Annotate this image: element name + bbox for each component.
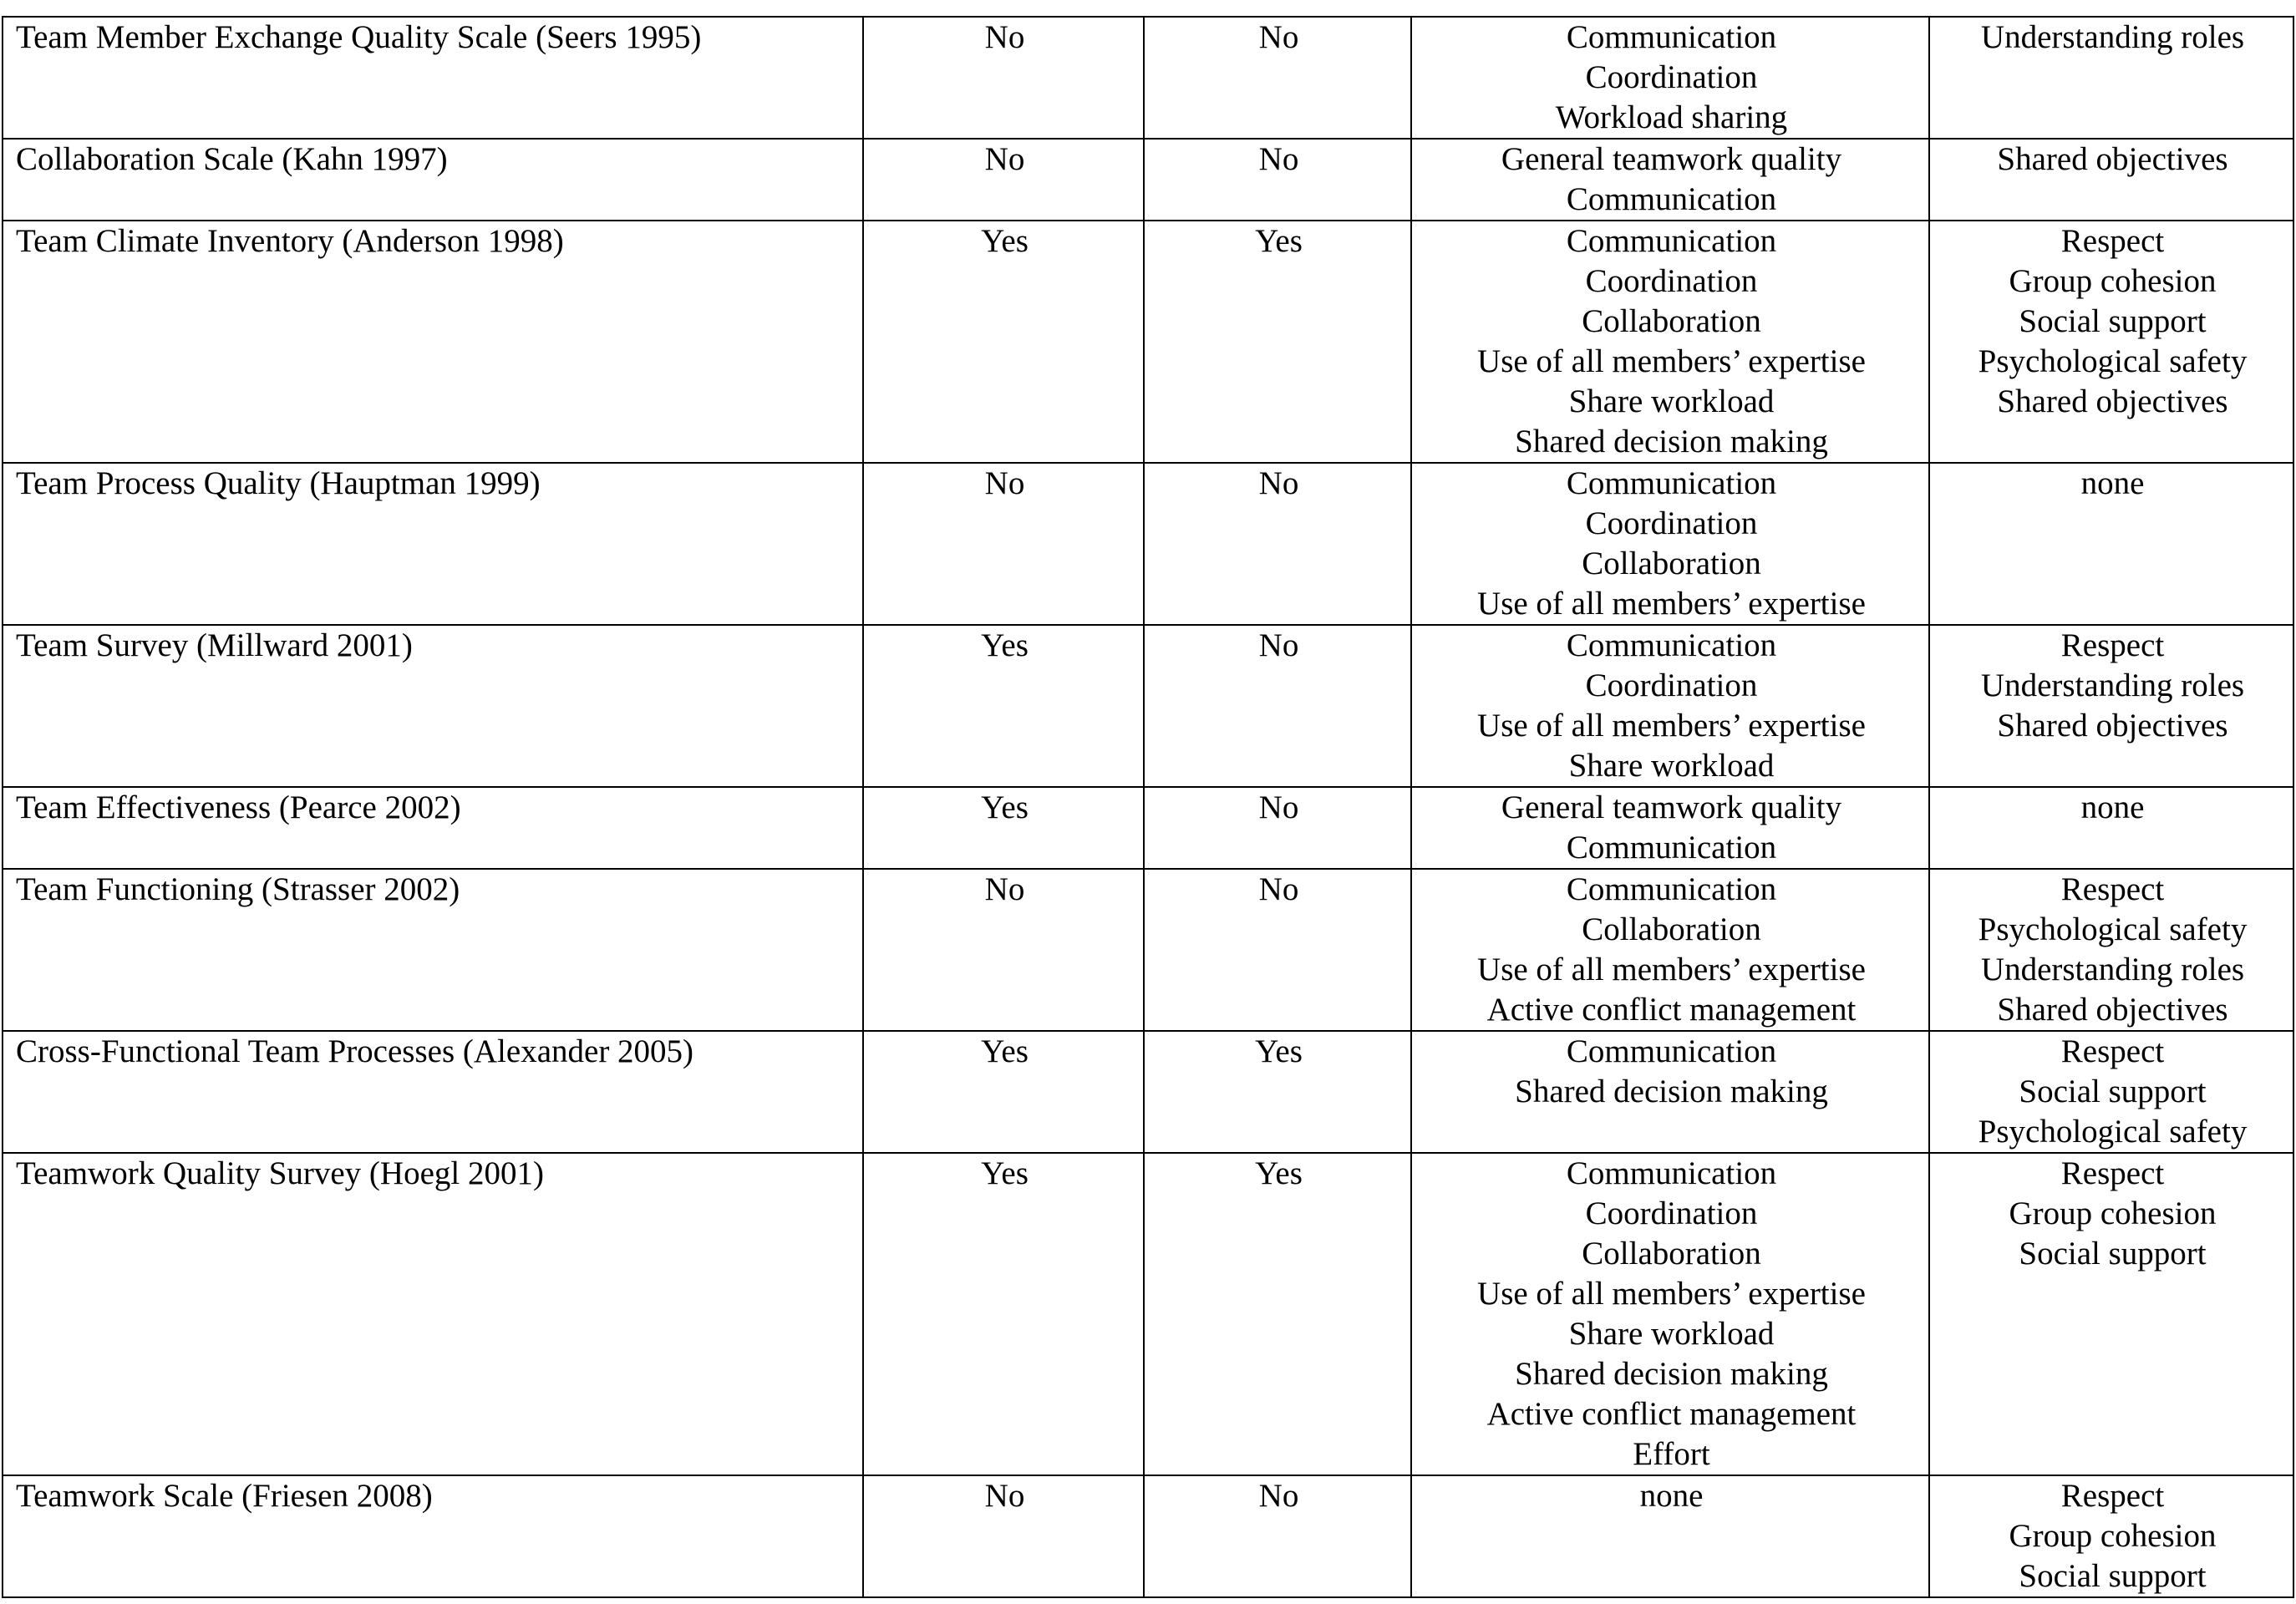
cell-line: General teamwork quality — [1501, 141, 1842, 177]
cell-line: Workload sharing — [1555, 99, 1788, 135]
table-row — [3, 625, 2293, 787]
yes-no-cell: No — [1144, 139, 1411, 221]
cell-line: Communication — [1566, 627, 1777, 663]
processes-cell — [1411, 625, 1929, 787]
yes-no-cell: Yes — [863, 787, 1144, 869]
cell-line: Respect — [2060, 1033, 2165, 1069]
cell-line: Group cohesion — [2009, 1518, 2217, 1554]
table-row — [3, 1031, 2293, 1153]
table-row — [3, 787, 2293, 869]
cell-line: Understanding roles — [1980, 952, 2245, 987]
yes-no-cell: Yes — [863, 1031, 1144, 1153]
table-body — [3, 17, 2293, 1597]
cell-line: Psychological safety — [1978, 1114, 2248, 1150]
yes-no-cell: Yes — [863, 1153, 1144, 1475]
instrument-cell: Teamwork Quality Survey (Hoegl 2001) — [3, 1153, 863, 1475]
cell-line: Effort — [1633, 1436, 1710, 1472]
cell-line: Communication — [1566, 223, 1777, 259]
cell-line: Shared decision making — [1515, 1074, 1828, 1109]
cell-line: Coordination — [1585, 1195, 1758, 1231]
cell-line: Social support — [2019, 303, 2207, 339]
cell-line: Use of all members’ expertise — [1477, 708, 1866, 744]
cell-line: Communication — [1566, 181, 1777, 217]
cell-line: Communication — [1566, 1033, 1777, 1069]
cell-line: Shared objectives — [1997, 383, 2228, 419]
table-row — [3, 1475, 2293, 1597]
instrument-cell: Team Member Exchange Quality Scale (Seers 1995) — [3, 17, 863, 139]
cell-line: Communication — [1566, 19, 1777, 55]
cell-line: none — [2080, 465, 2145, 501]
instrument-cell: Cross-Functional Team Processes (Alexander 2005) — [3, 1031, 863, 1153]
yes-no-cell: No — [863, 869, 1144, 1031]
attitudes-cell — [1929, 1031, 2293, 1153]
cell-line: Collaboration — [1582, 546, 1761, 581]
yes-no-cell: No — [1144, 17, 1411, 139]
table-row — [3, 17, 2293, 139]
cell-line: Understanding roles — [1980, 19, 2245, 55]
yes-no-cell: No — [1144, 787, 1411, 869]
cell-line: Shared decision making — [1515, 424, 1828, 459]
instrument-cell: Collaboration Scale (Kahn 1997) — [3, 139, 863, 221]
attitudes-cell — [1929, 463, 2293, 625]
table-row — [3, 139, 2293, 221]
attitudes-cell — [1929, 787, 2293, 869]
cell-line: Communication — [1566, 830, 1777, 865]
processes-cell — [1411, 221, 1929, 463]
processes-cell — [1411, 17, 1929, 139]
cell-line: Shared objectives — [1997, 708, 2228, 744]
yes-no-cell: No — [1144, 1475, 1411, 1597]
cell-line: Group cohesion — [2009, 263, 2217, 299]
cell-line: Use of all members’ expertise — [1477, 1276, 1866, 1312]
cell-line: Share workload — [1568, 383, 1775, 419]
instrument-cell: Teamwork Scale (Friesen 2008) — [3, 1475, 863, 1597]
cell-line: Psychological safety — [1978, 911, 2248, 947]
cell-line: Shared objectives — [1997, 992, 2228, 1028]
processes-cell — [1411, 463, 1929, 625]
cell-line: Use of all members’ expertise — [1477, 586, 1866, 622]
cell-line: Respect — [2060, 1478, 2165, 1514]
yes-no-cell: Yes — [1144, 221, 1411, 463]
yes-no-cell: Yes — [1144, 1153, 1411, 1475]
cell-line: Share workload — [1568, 748, 1775, 784]
instrument-cell: Team Functioning (Strasser 2002) — [3, 869, 863, 1031]
cell-line: Respect — [2060, 1155, 2165, 1191]
cell-line: Use of all members’ expertise — [1477, 343, 1866, 379]
attitudes-cell — [1929, 17, 2293, 139]
cell-line: Coordination — [1585, 59, 1758, 95]
attitudes-cell — [1929, 869, 2293, 1031]
cell-line: Social support — [2019, 1074, 2207, 1109]
cell-line: Collaboration — [1582, 911, 1761, 947]
table-row — [3, 1153, 2293, 1475]
cell-line: Communication — [1566, 465, 1777, 501]
yes-no-cell: Yes — [863, 625, 1144, 787]
processes-cell — [1411, 139, 1929, 221]
cell-line: Coordination — [1585, 667, 1758, 703]
cell-line: Psychological safety — [1978, 343, 2248, 379]
cell-line: Respect — [2060, 223, 2165, 259]
cell-line: General teamwork quality — [1501, 789, 1842, 825]
yes-no-cell: No — [863, 1475, 1144, 1597]
instrument-cell: Team Survey (Millward 2001) — [3, 625, 863, 787]
cell-line: Collaboration — [1582, 1236, 1761, 1272]
instrument-cell: Team Effectiveness (Pearce 2002) — [3, 787, 863, 869]
attitudes-cell — [1929, 625, 2293, 787]
cell-line: Respect — [2060, 871, 2165, 907]
instrument-cell: Team Climate Inventory (Anderson 1998) — [3, 221, 863, 463]
cell-line: Use of all members’ expertise — [1477, 952, 1866, 987]
yes-no-cell: No — [1144, 625, 1411, 787]
cell-line: Communication — [1566, 871, 1777, 907]
yes-no-cell: No — [1144, 869, 1411, 1031]
cell-line: none — [1639, 1478, 1704, 1514]
cell-line: Coordination — [1585, 263, 1758, 299]
table-row — [3, 463, 2293, 625]
processes-cell — [1411, 1031, 1929, 1153]
cell-line: none — [2080, 789, 2145, 825]
cell-line: Collaboration — [1582, 303, 1761, 339]
cell-line: Active conflict management — [1486, 1396, 1857, 1432]
cell-line: Shared decision making — [1515, 1356, 1828, 1392]
yes-no-cell: No — [1144, 463, 1411, 625]
yes-no-cell: Yes — [863, 221, 1144, 463]
attitudes-cell — [1929, 1153, 2293, 1475]
cell-line: Understanding roles — [1980, 667, 2245, 703]
cell-line: Social support — [2019, 1236, 2207, 1272]
attitudes-cell — [1929, 221, 2293, 463]
processes-cell — [1411, 1153, 1929, 1475]
yes-no-cell: No — [863, 463, 1144, 625]
attitudes-cell — [1929, 139, 2293, 221]
cell-line: Active conflict management — [1486, 992, 1857, 1028]
cell-line: Respect — [2060, 627, 2165, 663]
cell-line: Group cohesion — [2009, 1195, 2217, 1231]
cell-line: Shared objectives — [1997, 141, 2228, 177]
table-row — [3, 221, 2293, 463]
processes-cell — [1411, 1475, 1929, 1597]
cell-line: Coordination — [1585, 505, 1758, 541]
yes-no-cell: No — [863, 17, 1144, 139]
cell-line: Share workload — [1568, 1316, 1775, 1352]
processes-cell — [1411, 787, 1929, 869]
cell-line: Social support — [2019, 1558, 2207, 1594]
instrument-cell: Team Process Quality (Hauptman 1999) — [3, 463, 863, 625]
yes-no-cell: No — [863, 139, 1144, 221]
processes-cell — [1411, 869, 1929, 1031]
cell-line: Communication — [1566, 1155, 1777, 1191]
table-row — [3, 869, 2293, 1031]
attitudes-cell — [1929, 1475, 2293, 1597]
teamwork-instruments-table — [2, 16, 2294, 1598]
yes-no-cell: Yes — [1144, 1031, 1411, 1153]
